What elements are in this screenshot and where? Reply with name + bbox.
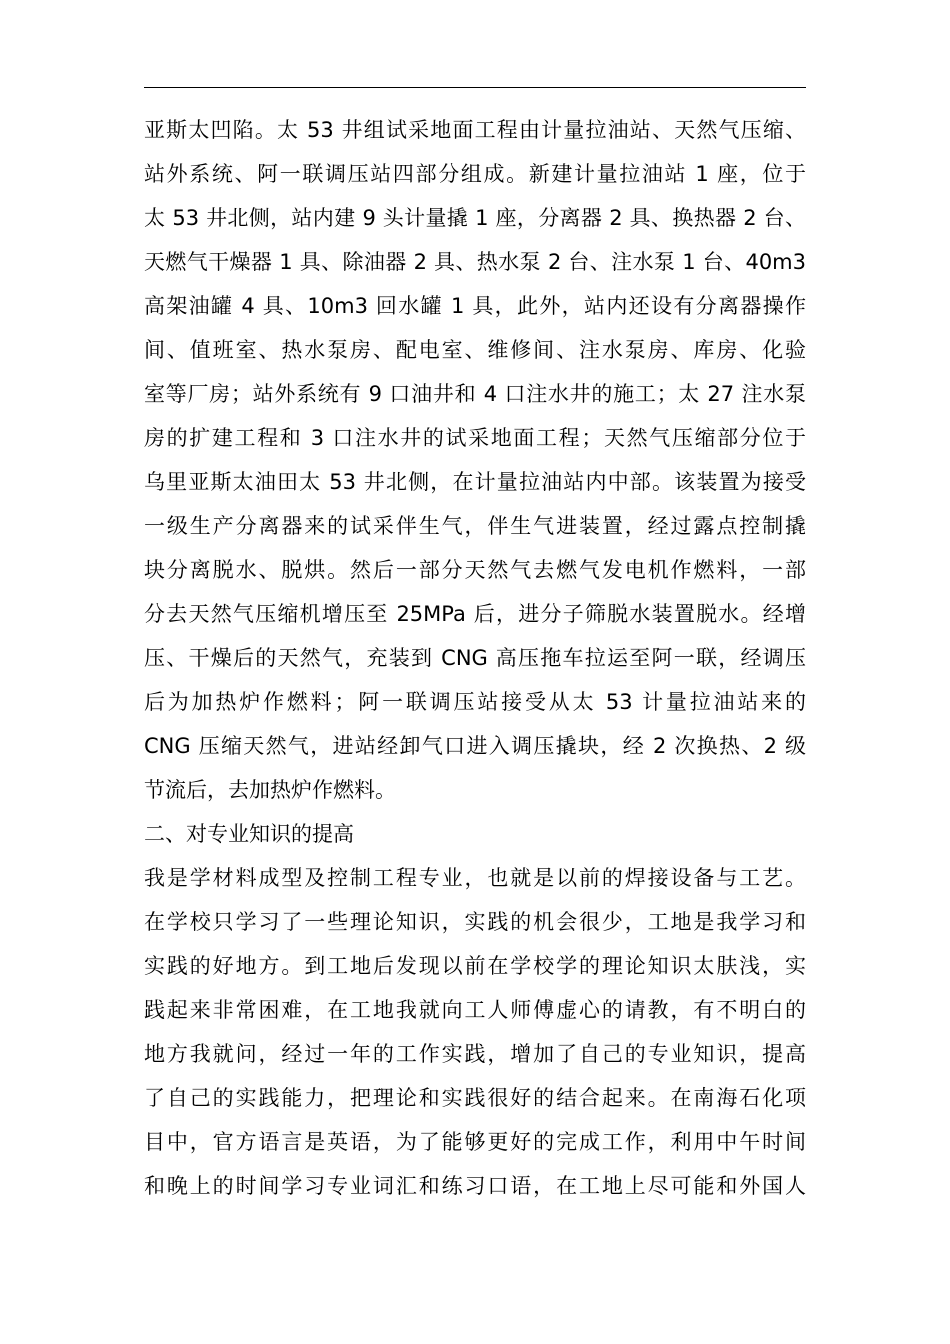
text-line: 站外系统、阿一联调压站四部分组成。新建计量拉油站 1 座，位于 [144, 162, 806, 186]
text-line: 房的扩建工程和 3 口注水井的试采地面工程；天然气压缩部分位于 [144, 426, 806, 450]
text-line: 在学校只学习了一些理论知识，实践的机会很少，工地是我学习和 [144, 910, 806, 934]
text-line: 亚斯太凹陷。太 53 井组试采地面工程由计量拉油站、天然气压缩、 [144, 118, 806, 142]
section-heading: 二、对专业知识的提高 [144, 822, 354, 846]
text-line: 后为加热炉作燃料；阿一联调压站接受从太 53 计量拉油站来的 [144, 690, 806, 714]
text-line: 室等厂房；站外系统有 9 口油井和 4 口注水井的施工；太 27 注水泵 [144, 382, 806, 406]
text-line: CNG 压缩天然气，进站经卸气口进入调压撬块，经 2 次换热、2 级 [144, 734, 806, 758]
text-line: 乌里亚斯太油田太 53 井北侧，在计量拉油站内中部。该装置为接受 [144, 470, 806, 494]
text-line: 块分离脱水、脱烘。然后一部分天然气去燃气发电机作燃料，一部 [144, 558, 806, 582]
text-line: 实践的好地方。到工地后发现以前在学校学的理论知识太肤浅，实 [144, 954, 806, 978]
text-line: 践起来非常困难，在工地我就向工人师傅虚心的请教，有不明白的 [144, 998, 806, 1022]
text-line: 了自己的实践能力，把理论和实践很好的结合起来。在南海石化项 [144, 1086, 806, 1110]
text-line: 我是学材料成型及控制工程专业，也就是以前的焊接设备与工艺。 [144, 866, 806, 890]
body-text [144, 118, 806, 1218]
text-line: 和晚上的时间学习专业词汇和练习口语，在工地上尽可能和外国人 [144, 1174, 806, 1198]
text-line: 一级生产分离器来的试采伴生气，伴生气进装置，经过露点控制撬 [144, 514, 806, 538]
text-line: 地方我就问，经过一年的工作实践，增加了自己的专业知识，提高 [144, 1042, 806, 1066]
text-line: 天燃气干燥器 1 具、除油器 2 具、热水泵 2 台、注水泵 1 台、40m3 [144, 250, 806, 274]
text-line: 目中，官方语言是英语，为了能够更好的完成工作，利用中午时间 [144, 1130, 806, 1154]
text-line: 压、干燥后的天然气，充装到 CNG 高压拖车拉运至阿一联，经调压 [144, 646, 806, 670]
text-line: 间、值班室、热水泵房、配电室、维修间、注水泵房、库房、化验 [144, 338, 806, 362]
text-line: 分去天然气压缩机增压至 25MPa 后，进分子筛脱水装置脱水。经增 [144, 602, 806, 626]
text-line: 太 53 井北侧，站内建 9 头计量撬 1 座，分离器 2 具、换热器 2 台、 [144, 206, 806, 230]
text-line: 节流后，去加热炉作燃料。 [144, 778, 396, 802]
text-line: 高架油罐 4 具、10m3 回水罐 1 具，此外，站内还设有分离器操作 [144, 294, 806, 318]
header-rule [144, 87, 806, 88]
